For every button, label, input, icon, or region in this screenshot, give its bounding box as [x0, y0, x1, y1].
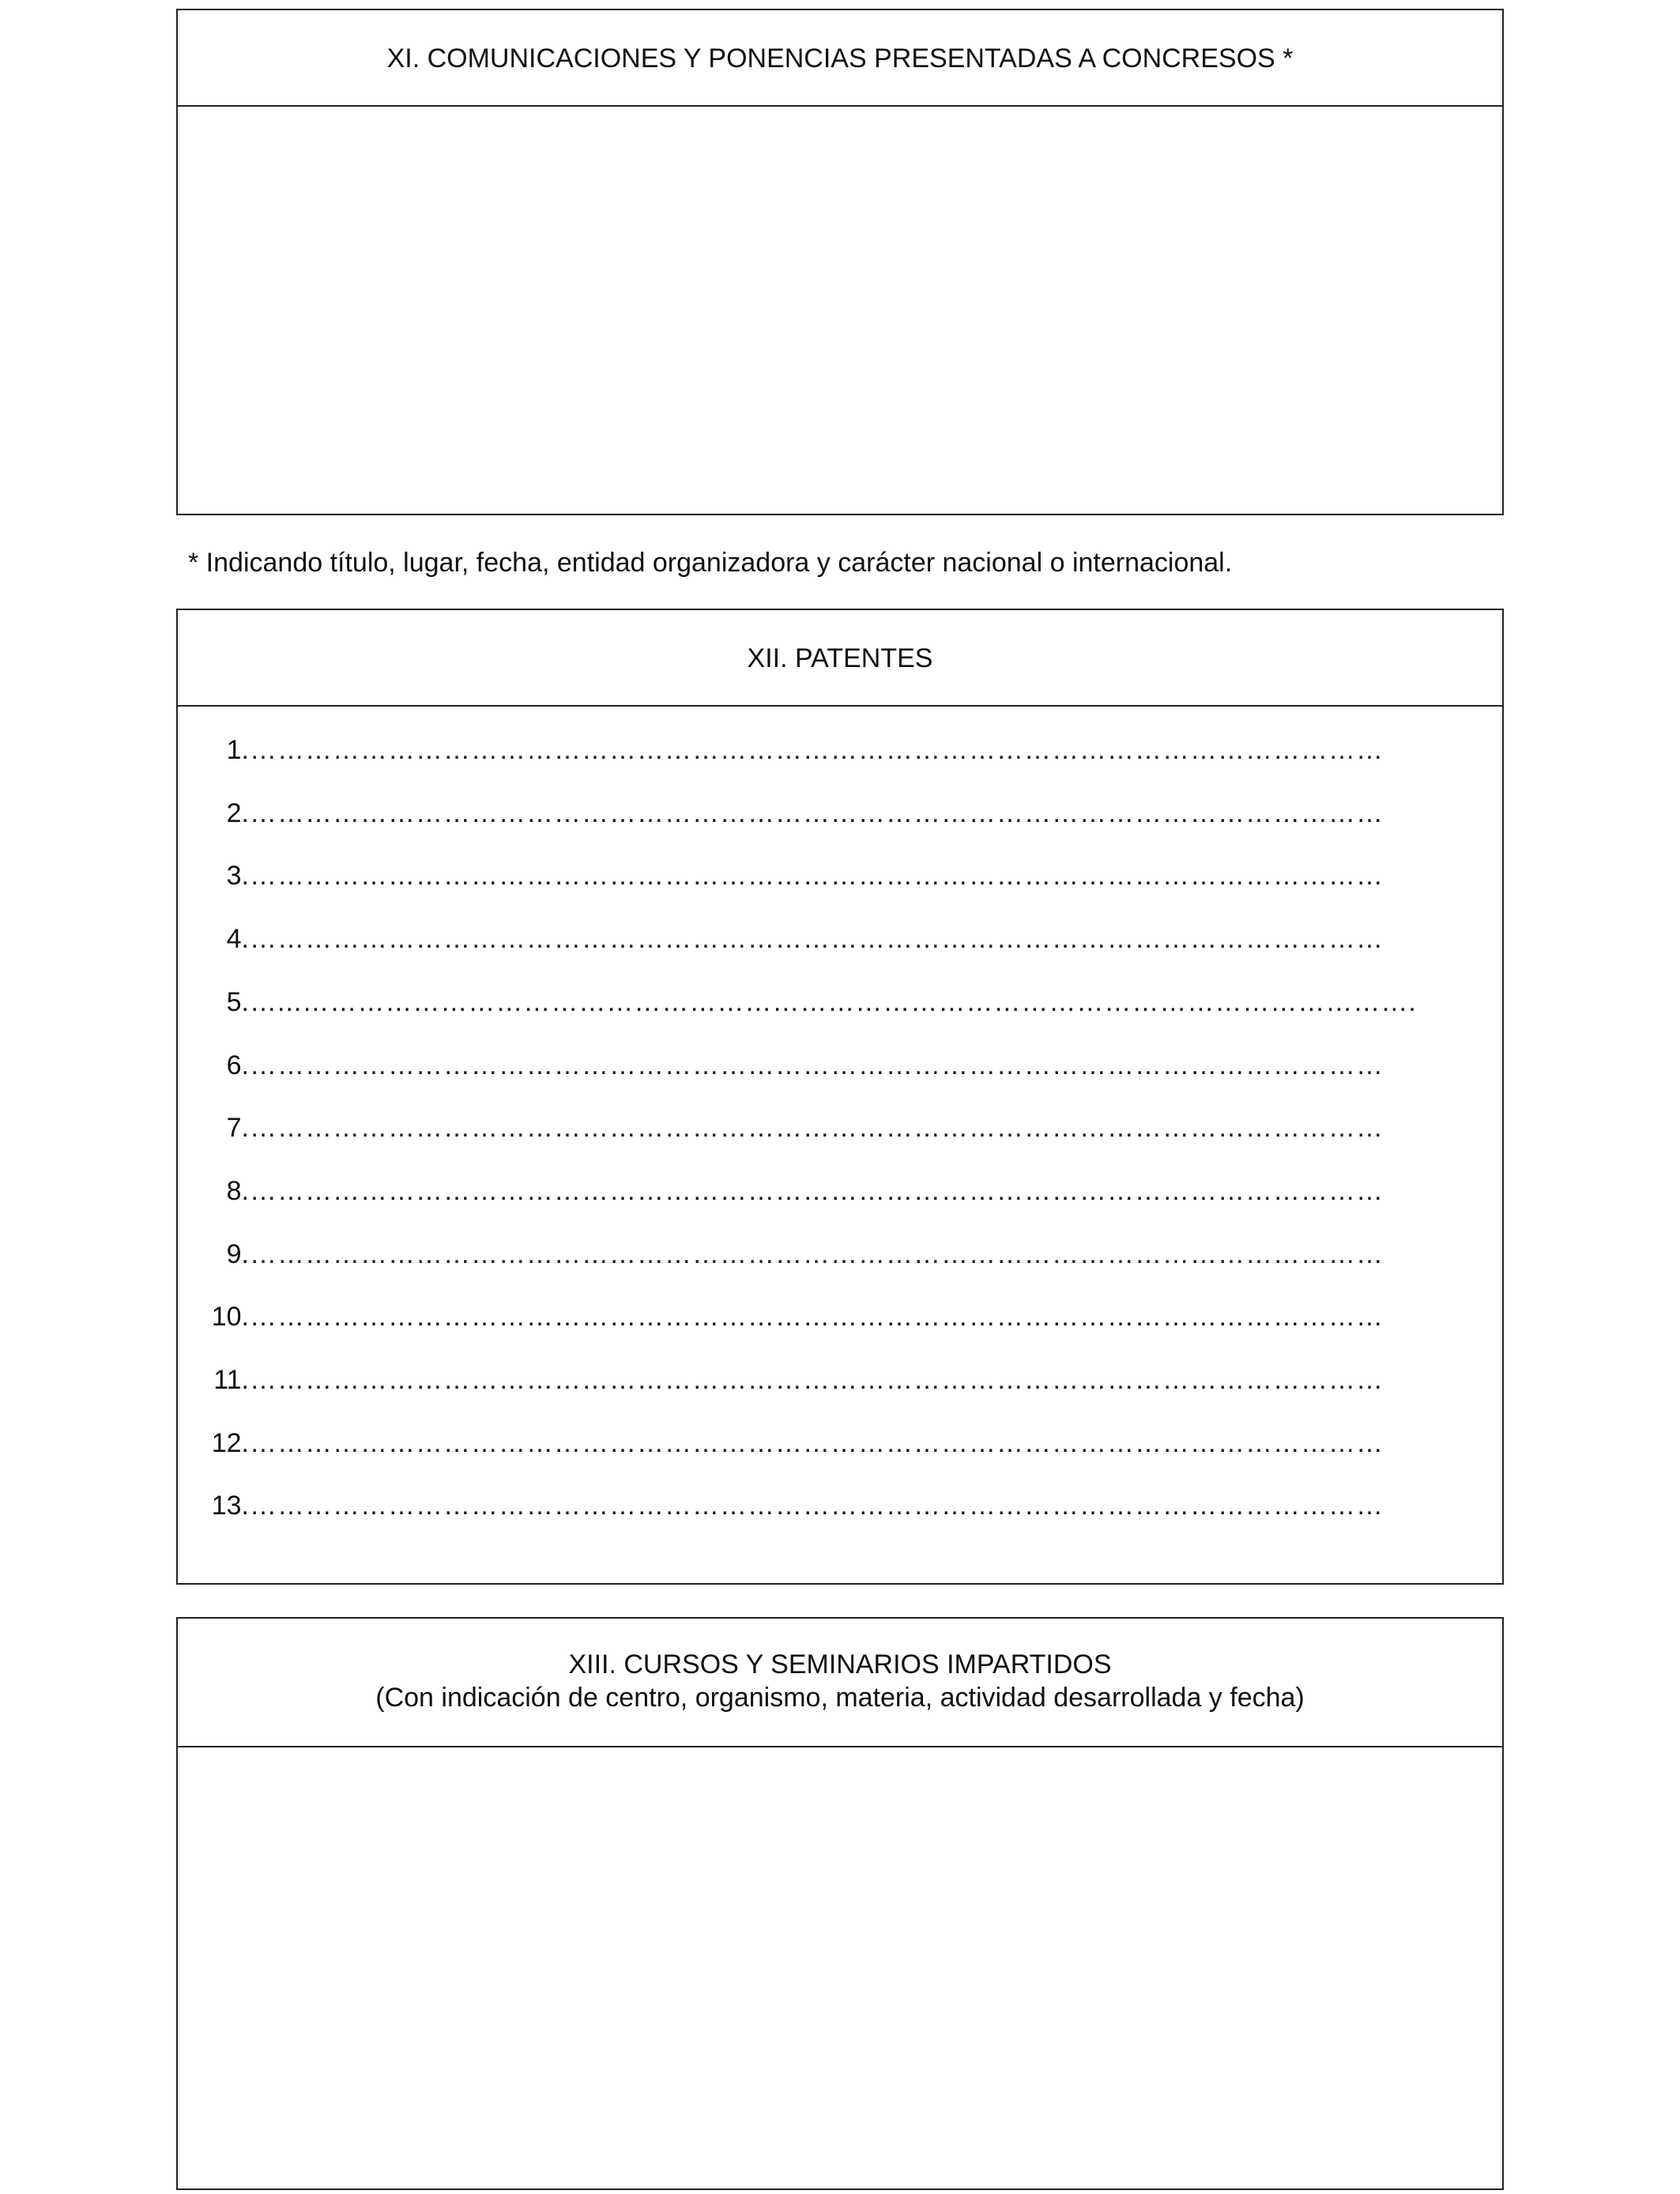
patent-line-number: 6. [226, 1050, 249, 1080]
patent-line-number: 1. [226, 735, 249, 765]
section-xi-box [176, 9, 1504, 515]
patent-line[interactable] [178, 794, 1505, 833]
patent-line-dots[interactable]: …………………………………………………………………………………………………………… [250, 861, 1384, 891]
patent-line[interactable] [178, 982, 1505, 1022]
patent-line-number: 5. [226, 987, 249, 1017]
patent-line-dots[interactable]: …………………………………………………………………………………………………………… [250, 1302, 1384, 1332]
patent-line-dots[interactable]: …………………………………………………………………………………………………………… [250, 1239, 1384, 1269]
patent-line[interactable] [178, 1108, 1505, 1148]
patent-line-dots[interactable]: …………………………………………………………………………………………………………… [250, 1050, 1384, 1080]
patent-line[interactable] [178, 856, 1505, 895]
patent-line-dots[interactable]: …………………………………………………………………………………………………………… [250, 1365, 1384, 1395]
patent-line[interactable] [178, 730, 1505, 770]
patent-line-dots[interactable]: …………………………………………………………………………………………………………… [250, 798, 1384, 828]
patent-line-number: 8. [226, 1176, 249, 1206]
section-xii-box [176, 609, 1504, 1585]
patent-line-number: 3. [226, 861, 249, 891]
section-xi-title: XI. COMUNICACIONES Y PONENCIAS PRESENTADAS A CONCRESOS * [386, 43, 1294, 74]
patent-line-dots[interactable]: …………………………………………………………………………………………………………… [250, 1491, 1384, 1521]
patent-line[interactable] [178, 919, 1505, 959]
patent-line-dots[interactable]: …………………………………………………………………………………………………………… [250, 924, 1384, 954]
section-xiii-box [176, 1617, 1504, 2190]
patent-line[interactable] [178, 1171, 1505, 1211]
patent-line[interactable] [178, 1297, 1505, 1336]
patent-line-dots[interactable]: …………………………………………………………………………………………………………… [250, 735, 1384, 765]
patent-line[interactable] [178, 1486, 1505, 1525]
section-xiii-entry-area[interactable] [178, 1747, 1502, 2188]
patent-line-number: 12. [211, 1428, 249, 1458]
patent-line-dots[interactable]: …………………………………………………………………………………………………………… [250, 1428, 1384, 1458]
patent-line-dots[interactable]: …………………………………………………………………………………………………………… [250, 1176, 1384, 1206]
section-xiii-subtitle: (Con indicación de centro, organismo, materia, actividad desarrollada y fecha) [375, 1683, 1305, 1713]
patent-line-number: 4. [226, 924, 249, 954]
patent-line[interactable] [178, 1423, 1505, 1463]
patent-line[interactable] [178, 1046, 1505, 1085]
patent-line-number: 11. [213, 1365, 249, 1395]
patent-line-number: 2. [226, 798, 249, 828]
patent-line-number: 9. [226, 1239, 249, 1269]
patent-list [178, 707, 1502, 1583]
patent-line-dots[interactable]: …………………………………………………………………………………………………………… [250, 1113, 1384, 1143]
section-xiii-header [178, 1619, 1502, 1747]
section-xiii-title: XIII. CURSOS Y SEMINARIOS IMPARTIDOS [568, 1649, 1112, 1679]
section-xi-entry-area[interactable] [178, 107, 1502, 514]
patent-line-number: 10. [211, 1302, 249, 1332]
section-xii-header [178, 610, 1502, 707]
section-xii-title: XII. PATENTES [747, 643, 933, 673]
patent-line-number: 13. [211, 1491, 249, 1521]
footnote: * Indicando título, lugar, fecha, entidad organizadora y carácter nacional o internacional. [188, 548, 1233, 578]
patent-line-number: 7. [226, 1113, 249, 1143]
patent-line-dots[interactable]: …...…………………………………………………………………………………………………………. [250, 987, 1417, 1017]
section-xi-header [178, 10, 1502, 107]
patent-line[interactable] [178, 1360, 1505, 1400]
patent-line[interactable] [178, 1235, 1505, 1274]
